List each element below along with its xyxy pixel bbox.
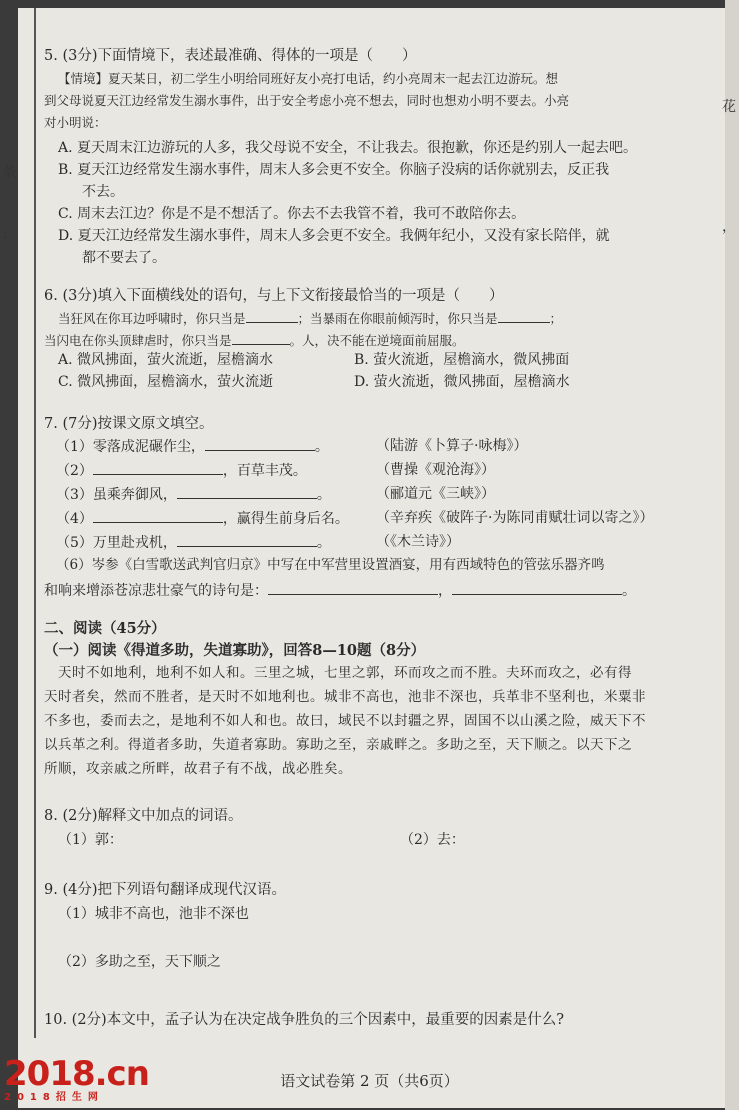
q6-title: 6. (3分)填入下面横线处的语句，与上下文衔接最恰当的一项是（ ） [44, 288, 504, 304]
q7-item-6: （6）岑参《白雪歌送武判官归京》中写在中军营里设置酒宴，用有西域特色的管弦乐器齐鸣 [56, 557, 605, 573]
q9-title: 9. (4分)把下列语句翻译成现代汉语。 [44, 882, 286, 898]
q7-item-text [56, 484, 376, 505]
passage-line: 天时者矣，然而不胜者，是天时不如地利也。城非不高也，池非不深也，兵革非不坚利也，米粟非 [44, 689, 646, 705]
q7-item-post: 。 [316, 487, 331, 503]
q5-context-line: 【情境】夏天某日，初二学生小明给同班好友小亮打电话，约小亮周末一起去江边游玩。想 [58, 71, 559, 86]
q5-option-b-cont: 不去。 [82, 184, 124, 200]
q5-context-line: 对小明说： [44, 115, 107, 130]
q7-item-post: 。 [314, 439, 329, 455]
q8-title: 8. (2分)解释文中加点的词语。 [44, 808, 243, 824]
q7-item-source: （《木兰诗》） [376, 534, 460, 550]
q7-blank[interactable] [177, 532, 317, 547]
section2-subtitle: （一）阅读《得道多助，失道寡助》，回答8—10题（8分） [44, 642, 426, 659]
q7-item-source: （郦道元《三峡》） [376, 486, 495, 502]
q7-item-text [56, 508, 376, 529]
q6-option-c: C. 微风拂面，屋檐滴水，萤火流逝 [58, 374, 274, 390]
q9-item-2: （2）多助之至，天下顺之 [58, 954, 221, 970]
q6-stem-text: 当闪电在你头顶肆虐时，你只当是 [44, 333, 232, 348]
q5-context-line: 到父母说夏天江边经常发生溺水事件，出于安全考虑小亮不想去，同时也想劝小明不要去。小亮 [44, 93, 570, 108]
q6-option-a: A. 微风拂面，萤火流逝，屋檐滴水 [58, 352, 274, 368]
q7-item-post: ，百草丰茂。 [222, 463, 307, 479]
q5-option-c: C. 周末去江边？你是不是不想活了。你去不去我管不着，我可不敢陪你去。 [58, 206, 526, 222]
right-edge-char: 花 [722, 99, 736, 115]
q6-stem-text: ； [549, 311, 563, 326]
q6-options-row2 [58, 372, 570, 392]
q8-item-2: （2）去： [400, 832, 465, 848]
q7-item-2 [56, 460, 495, 481]
q7-title: 7. (7分)按课文原文填空。 [44, 416, 214, 432]
q7-item-5 [56, 532, 460, 553]
q7-item-pre: （5）万里赴戎机， [56, 535, 177, 551]
q7-blank[interactable] [268, 580, 438, 595]
site-watermark [4, 1056, 149, 1104]
q7-item-1 [56, 436, 527, 457]
q7-item-source: （曹操《观沧海》） [376, 462, 495, 478]
q8-item-1: （1）郭： [58, 832, 123, 848]
q6-option-b: B. 萤火流逝，屋檐滴水，微风拂面 [354, 352, 570, 368]
q7-item-text [56, 460, 376, 481]
q5-option-b: B. 夏天江边经常发生溺水事件，周末人多会更不安全。你脑子没病的话你就别去，反正我 [58, 162, 610, 178]
q6-blank-1[interactable] [246, 308, 298, 323]
q7-blank[interactable] [93, 508, 223, 523]
right-edge-char: ， [722, 219, 736, 235]
watermark-logo: 2018.cn [4, 1054, 149, 1094]
q7-item-pre: （4） [56, 511, 93, 527]
watermark-subtitle: 2018招生网 [4, 1092, 104, 1103]
q7-item-6-prompt: 和响来增添苍凉悲壮豪气的诗句是： [44, 583, 268, 599]
q7-item-6-answer [44, 580, 636, 601]
q7-item-text [56, 436, 376, 457]
q7-item-source: （陆游《卜算子·咏梅》） [376, 438, 528, 454]
q6-blank-3[interactable] [232, 330, 290, 345]
q5-option-d-cont: 都不要去了。 [82, 250, 166, 266]
q6-stem-text: 。人，决不能在逆境面前屈服。 [289, 333, 465, 348]
passage-line: 以兵革之利。得道者多助，失道者寡助。寡助之至，亲戚畔之。多助之至，天下顺之。以天下之 [44, 737, 632, 753]
q6-option-d: D. 萤火流逝，微风拂面，屋檐滴水 [354, 374, 570, 390]
q7-blank[interactable] [93, 460, 223, 475]
q5-option-d: D. 夏天江边经常发生溺水事件，周末人多会更不安全。我俩年纪小，又没有家长陪伴，就 [58, 228, 610, 244]
left-edge-char: 条 [2, 165, 16, 181]
section2-title: 二、阅读（45分） [44, 620, 166, 637]
passage-line: 天时不如地利，地利不如人和。三里之城，七里之郭，环而攻之而不胜。夫环而攻之，必有得 [58, 665, 632, 681]
q7-item-source: （辛弃疾《破阵子·为陈同甫赋壮词以寄之》） [376, 510, 654, 526]
q7-item-post: ，赢得生前身后名。 [222, 511, 349, 527]
q7-item-post: 。 [316, 535, 331, 551]
q6-stem-text: ；当暴雨在你眼前倾泻时，你只当是 [297, 311, 498, 326]
q7-item-pre: （2） [56, 463, 93, 479]
q7-punct: 。 [622, 583, 636, 599]
q7-item-pre: （1）零落成泥碾作尘， [56, 439, 205, 455]
q9-item-1: （1）城非不高也，池非不深也 [58, 906, 249, 922]
passage-line: 所顺，攻亲戚之所畔，故君子有不战，战必胜矣。 [44, 761, 352, 777]
q5-option-a: A. 夏天周末江边游玩的人多，我父母说不安全，不让我去。很抱歉，你还是约别人一起去吧。 [58, 140, 638, 156]
q6-blank-2[interactable] [498, 308, 550, 323]
q6-stem-text: 当狂风在你耳边呼啸时，你只当是 [58, 311, 246, 326]
q10-title: 10. (2分)本文中，孟子认为在决定战争胜负的三个因素中，最重要的因素是什么? [44, 1012, 564, 1028]
left-edge-char: ； [2, 227, 16, 243]
q7-item-text [56, 532, 376, 553]
q7-blank[interactable] [205, 436, 315, 451]
q7-blank[interactable] [452, 580, 622, 595]
q6-stem-line2 [44, 330, 465, 350]
exam-content [44, 0, 704, 1070]
q7-punct: ， [438, 583, 452, 599]
q7-item-pre: （3）虽乘奔御风， [56, 487, 177, 503]
q6-options-row1 [58, 350, 569, 370]
q6-stem-line1 [58, 308, 562, 328]
binding-margin-line [34, 8, 36, 1038]
q5-title: 5. (3分)下面情境下，表述最准确、得体的一项是（ ） [44, 48, 417, 64]
q7-item-4 [56, 508, 653, 529]
page-footer: 语文试卷第 2 页（共6页） [280, 1072, 459, 1090]
q7-blank[interactable] [177, 484, 317, 499]
adjacent-page-edge [725, 0, 739, 1110]
passage-line: 不多也，委而去之，是地利不如人和也。故曰，域民不以封疆之界，固国不以山溪之险，威天下不 [44, 713, 646, 729]
q7-item-3 [56, 484, 495, 505]
